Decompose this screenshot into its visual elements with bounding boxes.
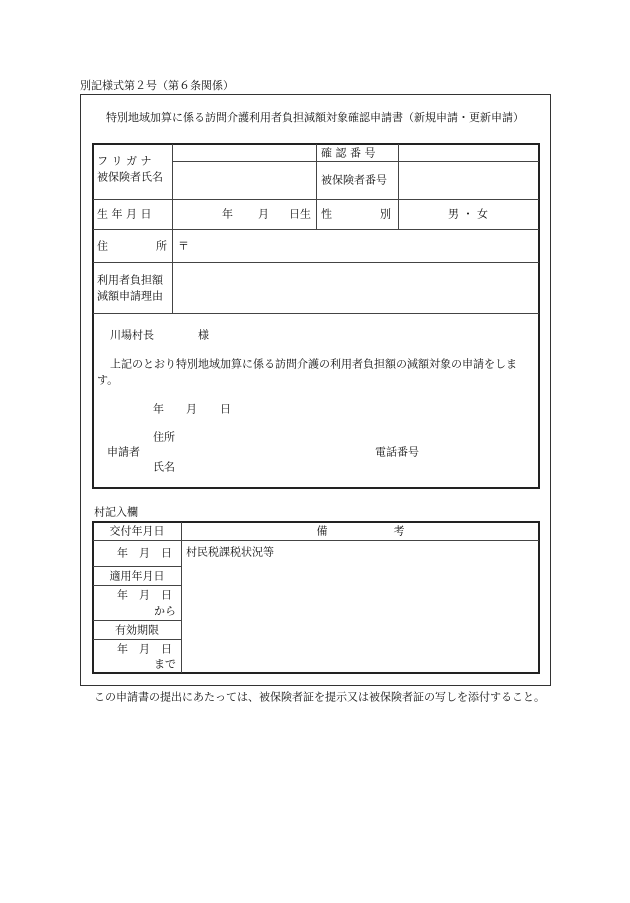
statement-line-2: す。 (97, 373, 119, 387)
village-row-divider (93, 566, 181, 567)
remarks-label-2: 考 (393, 524, 405, 538)
birth-date-label: 生 年 月 日 (97, 207, 152, 221)
remarks-content: 村民税課税状況等 (186, 545, 274, 559)
birth-month-unit: 月 (258, 207, 269, 221)
village-column-divider (181, 522, 182, 673)
confirm-divider (317, 161, 539, 162)
column-divider (316, 144, 317, 229)
applicant-name-label: 氏名 (153, 460, 175, 474)
reason-label-2: 減額申請理由 (97, 289, 163, 303)
date-year-unit: 年 (153, 402, 164, 416)
statement-line-1: 上記のとおり特別地域加算に係る訪問介護の利用者負担額の減額対象の申請をしま (110, 357, 517, 371)
date-month-unit: 月 (186, 402, 197, 416)
confirm-number-field[interactable] (402, 146, 536, 159)
applicant-address-label: 住所 (153, 430, 175, 444)
furigana-label: フ リ ガ ナ (97, 154, 152, 168)
label-column-divider (172, 144, 173, 313)
row-divider (93, 313, 539, 314)
issue-year-unit: 年 (117, 546, 128, 560)
addressee-name: 川場村長 (110, 328, 154, 342)
footer-note: この申請書の提出にあたっては、被保険者証を提示又は被保険者証の写しを添付すること。 (94, 690, 545, 704)
sex-label: 性 (321, 207, 332, 221)
form-title: 特別地域加算に係る訪問介護利用者負担減額対象確認申請書（新規申請・更新申請） (106, 111, 524, 124)
apply-month-unit: 月 (139, 588, 150, 602)
village-row-divider (93, 620, 181, 621)
from-label: から (154, 604, 176, 618)
issue-date-label: 交付年月日 (109, 524, 165, 538)
village-section-caption: 村記入欄 (94, 505, 138, 519)
confirm-number-label: 確 認 番 号 (321, 146, 376, 160)
row-divider (93, 262, 539, 263)
validity-month-unit: 月 (139, 642, 150, 656)
column-divider (398, 144, 399, 229)
issue-month-unit: 月 (139, 546, 150, 560)
addressee-honorific: 様 (198, 328, 209, 342)
form-number: 別記様式第２号（第６条関係） (80, 79, 234, 92)
address-label: 住 (97, 239, 108, 253)
village-row-divider (93, 585, 181, 586)
apply-year-unit: 年 (117, 588, 128, 602)
insured-name-label: 被保険者氏名 (97, 170, 163, 184)
validity-label: 有効期限 (115, 623, 159, 637)
address-field[interactable] (192, 233, 535, 259)
reason-label-1: 利用者負担額 (97, 273, 163, 287)
remarks-field[interactable] (185, 562, 536, 670)
row-divider (93, 229, 539, 230)
insured-number-label: 被保険者番号 (321, 173, 387, 187)
sex-label-2: 別 (380, 207, 391, 221)
address-label-2: 所 (156, 239, 167, 253)
birth-year-unit: 年 (222, 207, 233, 221)
furigana-field[interactable] (176, 146, 312, 159)
remarks-label-1: 備 (316, 524, 328, 538)
phone-label: 電話番号 (375, 445, 419, 459)
birth-day-unit: 日生 (289, 207, 311, 221)
village-header-divider (93, 540, 539, 541)
insured-number-field[interactable] (402, 164, 536, 197)
until-label: まで (154, 657, 176, 671)
date-day-unit: 日 (220, 402, 231, 416)
validity-year-unit: 年 (117, 642, 128, 656)
apply-day-unit: 日 (161, 588, 172, 602)
validity-day-unit: 日 (161, 642, 172, 656)
birth-date-field[interactable] (176, 202, 312, 226)
postal-mark: 〒 (178, 239, 189, 253)
insured-name-field[interactable] (176, 164, 312, 197)
issue-day-unit: 日 (161, 546, 172, 560)
sex-options[interactable]: 男 ・ 女 (448, 207, 488, 221)
village-row-divider (93, 639, 181, 640)
apply-date-label: 適用年月日 (109, 569, 165, 583)
reason-field[interactable] (176, 266, 536, 310)
applicant-label: 申請者 (107, 445, 140, 459)
